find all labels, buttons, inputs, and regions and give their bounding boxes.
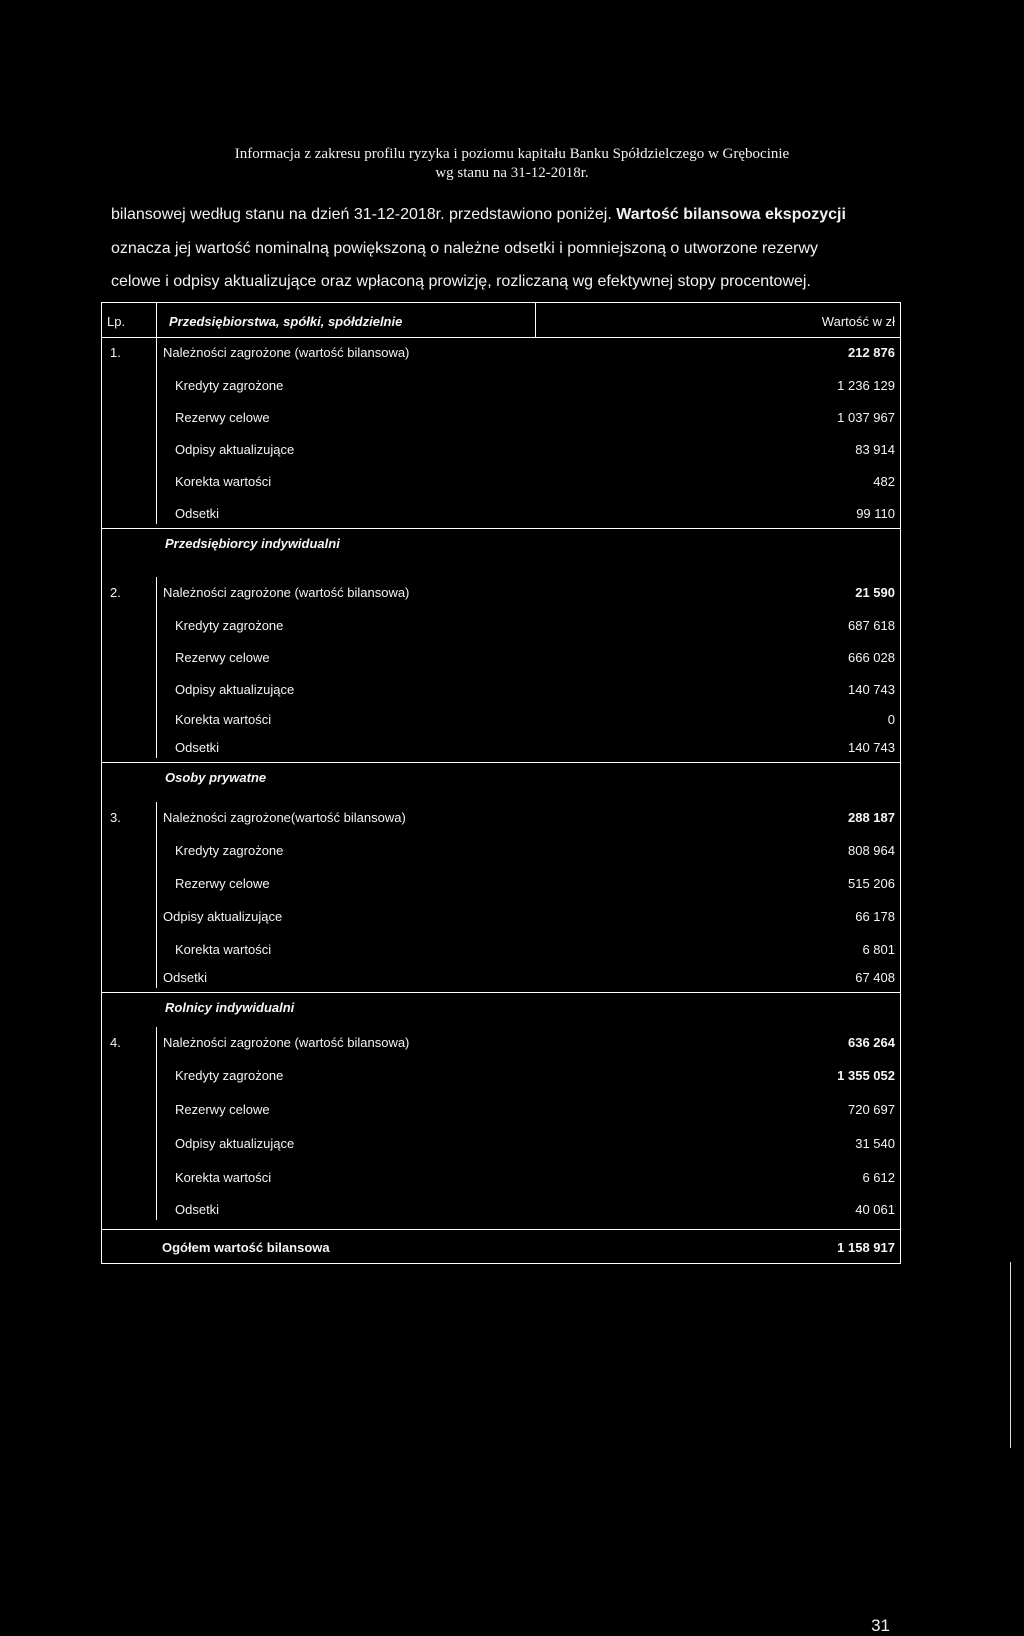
group-total-4: 636 264 (848, 1035, 895, 1050)
section-divider-1 (101, 528, 901, 529)
paragraph-line3: celowe i odpisy aktualizujące oraz wpłaconą prowizję, rozliczaną wg efektywnej stopy procentowej. (111, 273, 811, 290)
row-value-2-1: 687 618 (848, 618, 895, 633)
row-label-4-2: Rezerwy celowe (175, 1102, 270, 1117)
group-lp-3: 3. (110, 810, 121, 825)
table-header-bottom (101, 337, 901, 338)
row-label-4-1: Kredyty zagrożone (175, 1068, 284, 1083)
page-edge-line (1010, 1262, 1011, 1448)
group-left-divider-3 (156, 802, 157, 988)
total-row-bottom (101, 1263, 901, 1264)
row-value-2-3: 140 743 (848, 682, 895, 697)
group-lp-1: 1. (110, 345, 121, 360)
group-total-2: 21 590 (855, 585, 895, 600)
page-number: 31 (871, 1616, 890, 1635)
row-value-3-4: 6 801 (862, 942, 895, 957)
row-value-3-3: 66 178 (855, 909, 895, 924)
row-value-2-4: 0 (887, 712, 895, 727)
group-left-divider-4 (156, 1027, 157, 1220)
row-label-2-1: Kredyty zagrożone (175, 618, 284, 633)
table-border-left-full (101, 337, 102, 1263)
group-total-3: 288 187 (848, 810, 895, 825)
row-label-4-5: Odsetki (175, 1202, 220, 1217)
table-col-lp-divider (156, 302, 157, 337)
section-divider-3 (101, 992, 901, 993)
row-label-1-1: Kredyty zagrożone (175, 378, 284, 393)
table-col-value-divider (535, 302, 536, 337)
row-value-2-5: 140 743 (848, 740, 895, 755)
row-label-2-4: Korekta wartości (175, 712, 272, 727)
row-value-3-2: 515 206 (848, 876, 895, 891)
row-value-4-1: 1 355 052 (837, 1068, 895, 1083)
row-label-3-5: Odsetki (163, 970, 208, 985)
row-label-1-3: Odpisy aktualizujące (175, 442, 295, 457)
row-value-1-1: 1 236 129 (837, 378, 895, 393)
row-value-4-2: 720 697 (848, 1102, 895, 1117)
row-value-1-3: 83 914 (855, 442, 895, 457)
group-total-1: 212 876 (848, 345, 895, 360)
group-left-divider-1 (156, 337, 157, 524)
paragraph-line1-bold: Wartość bilansowa ekspozycji (616, 206, 846, 223)
group-title-1: Należności zagrożone (wartość bilansowa) (163, 345, 410, 360)
total-row-top (101, 1229, 901, 1230)
group-title-3: Należności zagrożone(wartość bilansowa) (163, 810, 406, 825)
row-label-1-2: Rezerwy celowe (175, 410, 270, 425)
paragraph-line1-normal: bilansowej według stanu na dzień 31-12-2018r. przedstawiono poniżej. (111, 206, 612, 223)
grand-total-value: 1 158 917 (837, 1240, 895, 1255)
group-title-2: Należności zagrożone (wartość bilansowa) (163, 585, 410, 600)
row-label-1-4: Korekta wartości (175, 474, 272, 489)
grand-total-label: Ogółem wartość bilansowa (162, 1240, 330, 1255)
row-value-1-4: 482 (873, 474, 895, 489)
row-value-2-2: 666 028 (848, 650, 895, 665)
table-border-right-full (900, 337, 901, 1263)
row-value-3-5: 67 408 (855, 970, 895, 985)
paragraph-line2: oznacza jej wartość nominalną powiększoną o należne odsetki i pomniejszoną o utworzone rezerwy (111, 240, 819, 257)
row-label-4-4: Korekta wartości (175, 1170, 272, 1185)
row-value-3-1: 808 964 (848, 843, 895, 858)
section-divider-2 (101, 762, 901, 763)
row-value-1-2: 1 037 967 (837, 410, 895, 425)
section-title-3: Rolnicy indywidualni (165, 1000, 295, 1015)
row-label-2-3: Odpisy aktualizujące (175, 682, 295, 697)
row-label-4-3: Odpisy aktualizujące (175, 1136, 295, 1151)
header-value: Wartość w zł (821, 314, 895, 329)
row-label-2-2: Rezerwy celowe (175, 650, 270, 665)
row-label-3-3: Odpisy aktualizujące (163, 909, 283, 924)
table-border-top (101, 302, 901, 303)
header-name: Przedsiębiorstwa, spółki, spółdzielnie (169, 314, 403, 329)
group-left-divider-2 (156, 577, 157, 758)
group-title-4: Należności zagrożone (wartość bilansowa) (163, 1035, 410, 1050)
group-lp-4: 4. (110, 1035, 121, 1050)
row-value-4-4: 6 612 (862, 1170, 895, 1185)
group-lp-2: 2. (110, 585, 121, 600)
row-label-3-4: Korekta wartości (175, 942, 272, 957)
row-label-1-5: Odsetki (175, 506, 220, 521)
section-title-2: Osoby prywatne (165, 770, 267, 785)
document-header-line2: wg stanu na 31-12-2018r. (435, 165, 589, 181)
section-title-1: Przedsiębiorcy indywidualni (165, 536, 340, 551)
document-header-line1: Informacja z zakresu profilu ryzyka i poziomu kapitału Banku Spółdzielczego w Grębocinie (234, 146, 790, 162)
row-label-2-5: Odsetki (175, 740, 220, 755)
row-value-1-5: 99 110 (856, 506, 895, 521)
header-lp: Lp. (107, 314, 126, 329)
row-value-4-5: 40 061 (855, 1202, 895, 1217)
row-value-4-3: 31 540 (855, 1136, 895, 1151)
row-label-3-1: Kredyty zagrożone (175, 843, 284, 858)
row-label-3-2: Rezerwy celowe (175, 876, 270, 891)
